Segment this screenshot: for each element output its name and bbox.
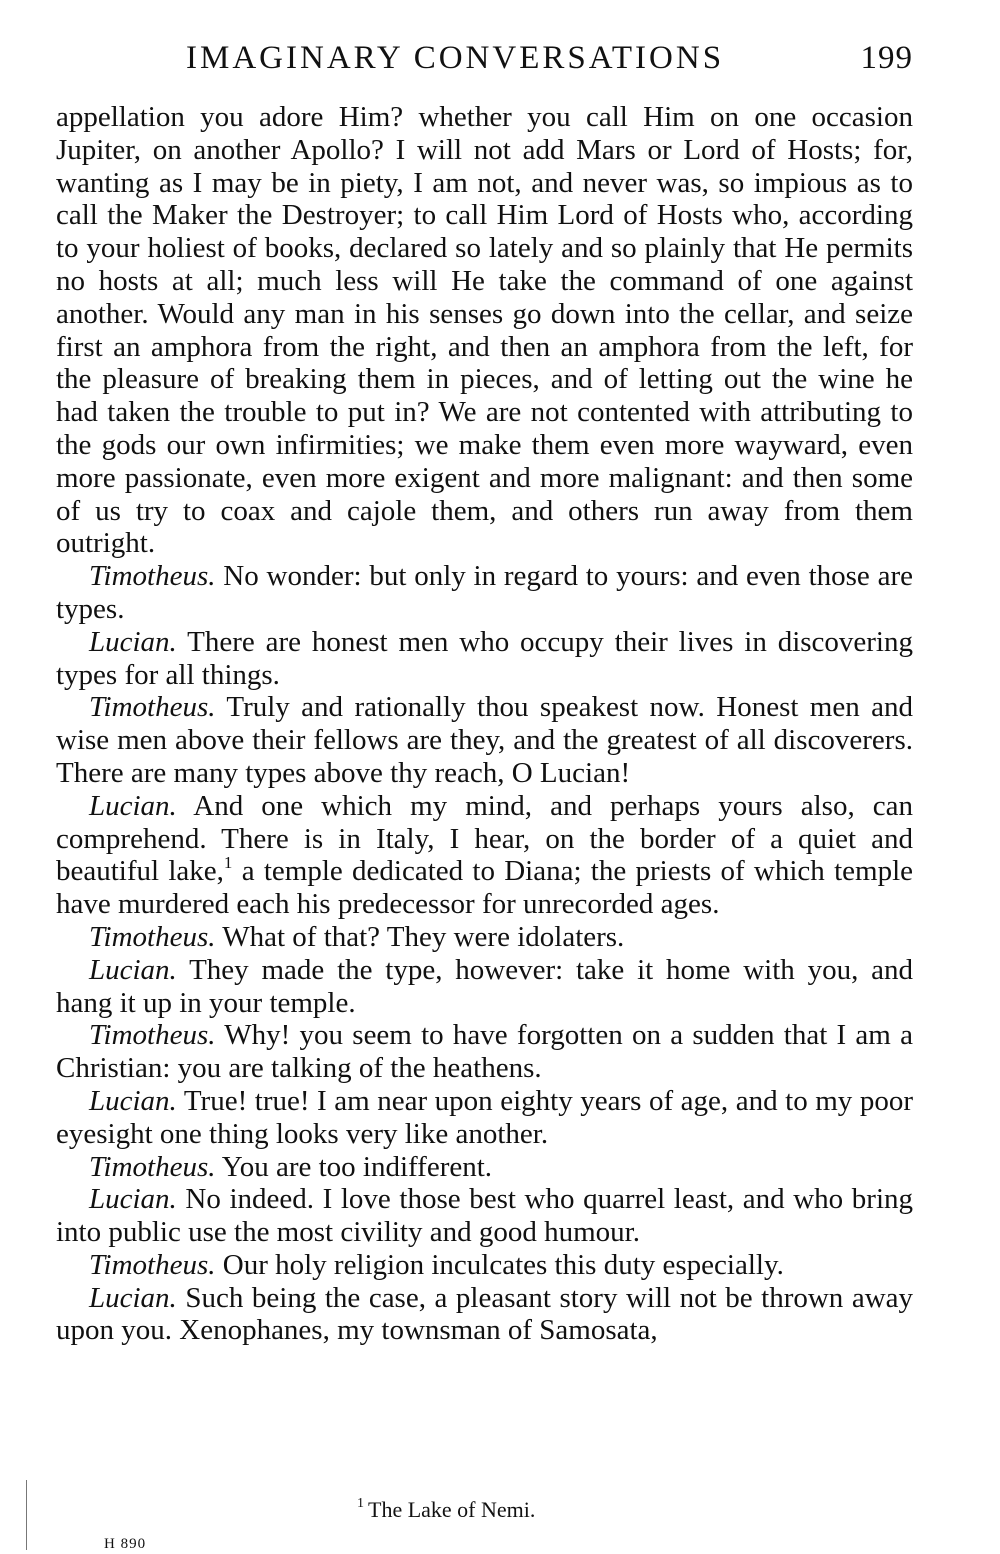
footnote-marker: 1 — [357, 1495, 364, 1511]
paragraph-timotheus — [56, 1019, 913, 1085]
paragraph-text: appellation you adore Him? whether you call Him on one occasion Jupiter, on another Apollo? I will not add Mars or Lord of Hosts; for, wanting as I may be in piety, I am not, and never was, so impious as to call the Maker the Destroyer; to call Him Lord of Hosts who, according to your holiest of books, declared so lately and so plainly that He permits no hosts at all; much less will He take the command of one against another. Would any man in his senses go down into the cellar, and seize first an amphora from the right, and then an amphora from the left, for the pleasure of breaking them in pieces, and of letting out the wine he had taken the trouble to put in? We are not contented with attributing to the gods our own infirmities; we make them even more wayward, even more passionate, even more exigent and more malignant: and then some of us try to coax and cajole them, and others run away from them outright. — [56, 101, 913, 560]
paragraph-lucian — [56, 790, 913, 921]
paragraph-timotheus — [56, 1249, 913, 1282]
paragraph-text: Such being the case, a pleasant story will not be thrown away upon you. Xenophanes, my townsman of Samosata, — [56, 1281, 914, 1347]
speaker-name: Lucian. — [89, 1281, 177, 1314]
paragraph-text: And one which my mind, and perhaps yours also, can comprehend. There is in Italy, I hear, on the border of a quiet and beautiful lake, — [56, 789, 913, 888]
speaker-name: Timotheus. — [89, 1019, 216, 1052]
paragraph-narration — [56, 101, 913, 560]
paragraph-text: You are too indifferent. — [221, 1150, 493, 1183]
speaker-name: Timotheus. — [89, 691, 216, 724]
page-number: 199 — [860, 40, 913, 76]
paragraph-timotheus — [56, 691, 913, 789]
speaker-name: Timotheus. — [89, 1150, 216, 1183]
paragraph-text: Our holy religion inculcates this duty especially. — [222, 1248, 784, 1281]
footnote-text: The Lake of Nemi. — [368, 1497, 536, 1522]
paragraph-text: Why! you seem to have forgotten on a sudden that I am a Christian: you are talking of the heathens. — [56, 1019, 913, 1085]
paragraph-lucian — [56, 1282, 913, 1348]
speaker-name: Lucian. — [89, 789, 177, 822]
footnote — [357, 1497, 535, 1523]
paragraph-text-continued: a temple dedicated to Diana; the priests of which temple have murdered each his predecessor for unrecorded ages. — [56, 855, 913, 921]
paragraph-timotheus — [56, 560, 913, 626]
running-title: IMAGINARY CONVERSATIONS — [186, 40, 725, 76]
signature-mark: H 890 — [104, 1536, 147, 1552]
speaker-name: Timotheus. — [89, 920, 216, 953]
speaker-name: Lucian. — [89, 953, 177, 986]
speaker-name: Timotheus. — [89, 560, 216, 593]
paragraph-text: There are honest men who occupy their lives in discovering types for all things. — [56, 625, 913, 691]
paragraph-text: True! true! I am near upon eighty years of age, and to my poor eyesight one thing looks very like another. — [56, 1084, 913, 1150]
footnote-reference[interactable]: 1 — [223, 852, 233, 872]
paragraph-text: No wonder: but only in regard to yours: and even those are types. — [56, 560, 913, 625]
speaker-name: Lucian. — [89, 1183, 177, 1216]
paragraph-timotheus — [56, 1151, 913, 1184]
speaker-name: Lucian. — [89, 625, 177, 658]
speaker-name: Lucian. — [89, 1084, 177, 1117]
running-head — [56, 40, 913, 86]
paragraph-text: Truly and rationally thou speakest now. Honest men and wise men above their fellows are they, and the greatest of all discoverers. There are many types above thy reach, O Lucian! — [56, 691, 913, 789]
paragraph-text: No indeed. I love those best who quarrel least, and who bring into public use the most civility and good humour. — [56, 1183, 913, 1249]
margin-rule — [26, 1480, 27, 1550]
speaker-name: Timotheus. — [89, 1248, 216, 1281]
paragraph-lucian — [56, 1085, 913, 1151]
paragraph-text: They made the type, however: take it home with you, and hang it up in your temple. — [56, 953, 913, 1019]
paragraph-lucian — [56, 626, 913, 692]
paragraph-lucian — [56, 954, 913, 1020]
paragraph-text: What of that? They were idolaters. — [222, 920, 625, 953]
dialogue-body — [56, 101, 913, 1347]
paragraph-timotheus — [56, 921, 913, 954]
paragraph-lucian — [56, 1183, 913, 1249]
